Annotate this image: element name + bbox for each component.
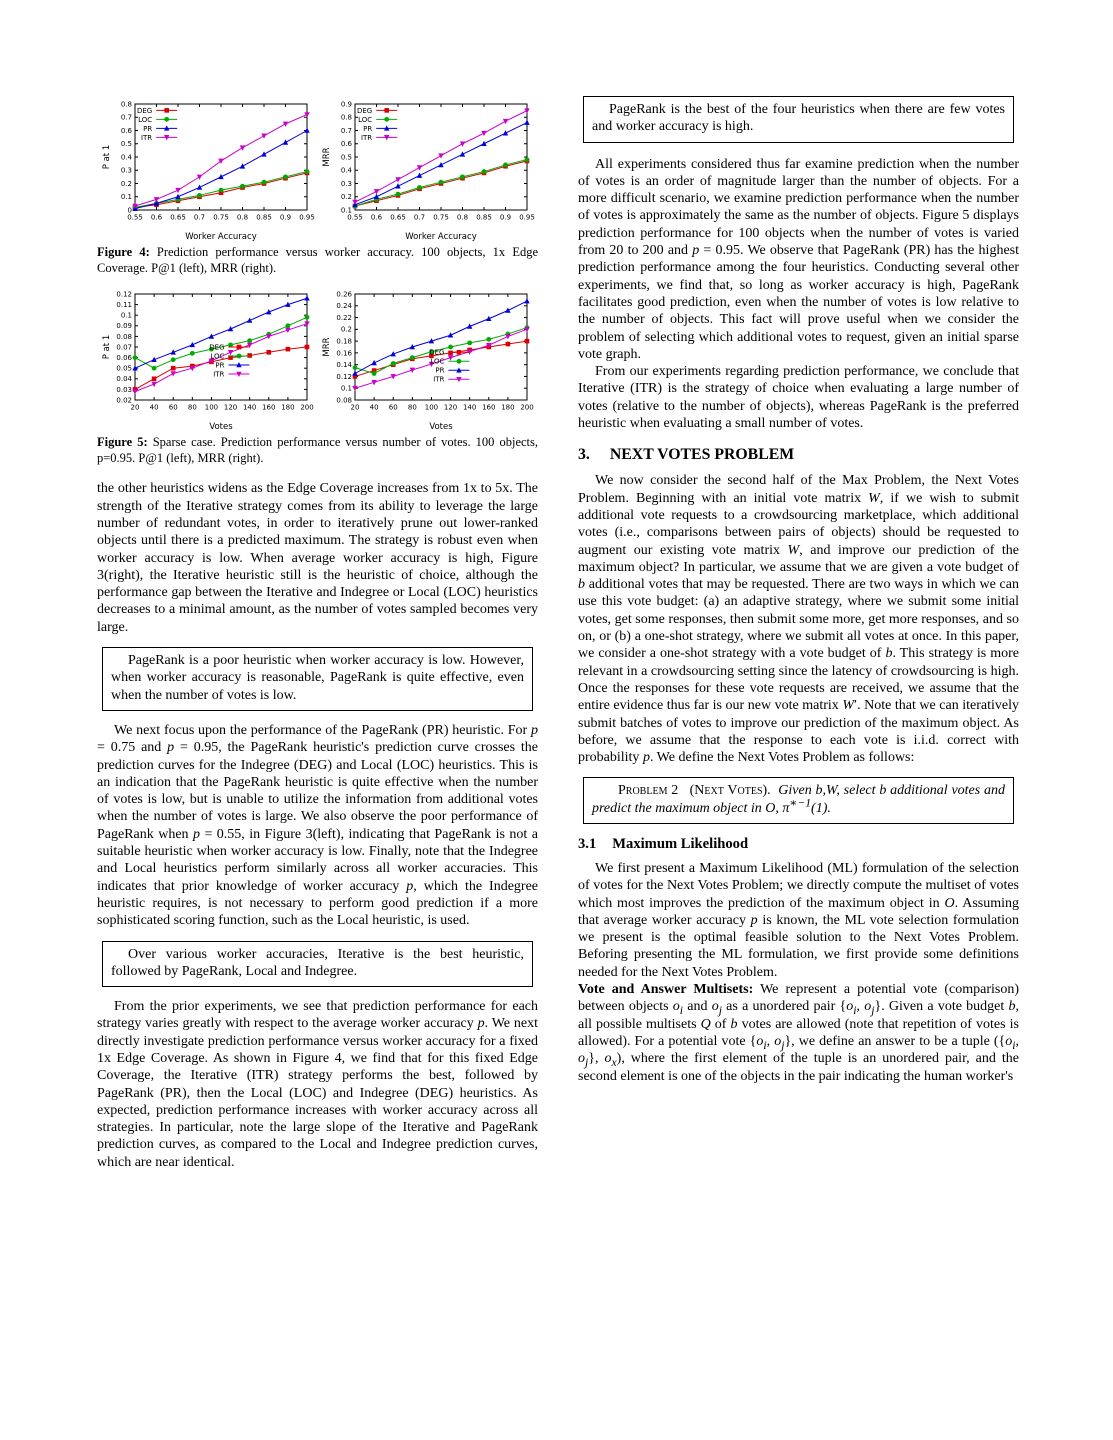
svg-text:120: 120 [223, 403, 237, 412]
svg-text:0.4: 0.4 [340, 166, 352, 175]
svg-text:0: 0 [127, 206, 132, 215]
svg-text:0.65: 0.65 [389, 213, 406, 222]
chart-fig4-mrr [321, 96, 535, 242]
chart-fig5-p1 [101, 286, 315, 432]
svg-text:0.6: 0.6 [370, 213, 382, 222]
section-3-heading [578, 446, 1019, 464]
svg-text:0.95: 0.95 [298, 213, 315, 222]
svg-text:180: 180 [500, 403, 515, 412]
svg-text:140: 140 [462, 403, 476, 412]
section-3-1-number: 3.1 [578, 835, 597, 852]
svg-text:0.1: 0.1 [340, 206, 352, 215]
svg-text:PR: PR [362, 124, 372, 133]
svg-text:0.12: 0.12 [115, 290, 132, 299]
svg-text:0.75: 0.75 [432, 213, 449, 222]
svg-text:0.2: 0.2 [340, 325, 352, 334]
svg-text:0.07: 0.07 [115, 343, 132, 352]
section-3-title: NEXT VOTES PROBLEM [609, 446, 795, 464]
svg-text:0.65: 0.65 [169, 213, 186, 222]
svg-text:180: 180 [280, 403, 295, 412]
svg-text:0.3: 0.3 [340, 179, 352, 188]
problem-2-text [592, 782, 1005, 817]
svg-text:0.7: 0.7 [120, 113, 132, 122]
para-ml-intro: We first present a Maximum Likelihood (ML) formulation of the selection of votes for the Next Votes Problem; we directly compute the multiset of votes which most improves the prediction of the maximum object in O. Assuming that average worker accuracy p is known, the ML vote selection formulation we present is the optimal feasible solution to the Next Votes Problem. Beforing presenting the ML formulation, we first provide some definitions needed for the Next Votes Problem. [578, 860, 1020, 980]
svg-text:40: 40 [149, 403, 159, 412]
callout-pagerank-poor [102, 647, 533, 711]
svg-text:0.7: 0.7 [193, 213, 205, 222]
svg-text:0.8: 0.8 [120, 100, 132, 109]
problem-2-body: Given b,W, select b additional votes and predict the maximum object in O, $\pi^{∗-1}(1)$. [592, 783, 1006, 816]
svg-text:MRR: MRR [321, 337, 332, 357]
svg-text:100: 100 [204, 403, 218, 412]
svg-text:LOC: LOC [429, 357, 444, 366]
para-all-experiments: All experiments considered thus far examine prediction when the number of votes is an order of magnitude larger than the number of objects. For a more difficult scenario, we examine prediction performance when the number of votes is approximately the same as the number of objects. Figure 5 displays prediction performance for 100 objects when the number of votes is varied from 20 to 200 and p = 0.95. We observe that PageRank (PR) has the highest prediction performance among the four heuristics. Conducting several other experiments, we find that, so long as worker accuracy is high, PageRank facilitates good prediction, even when the number of votes is low relative to the number of objects. This fact will prove useful when we consider the problem of selecting which additional votes to request, given an initial sparse vote graph. [578, 156, 1019, 362]
svg-text:0.5: 0.5 [340, 153, 352, 162]
figure-4-caption [97, 245, 538, 276]
svg-text:0.6: 0.6 [340, 140, 352, 149]
svg-text:0.11: 0.11 [115, 301, 132, 310]
svg-text:0.5: 0.5 [120, 140, 132, 149]
svg-text:0.24: 0.24 [335, 302, 352, 311]
svg-text:0.08: 0.08 [115, 332, 132, 341]
svg-text:0.9: 0.9 [340, 100, 352, 109]
svg-text:60: 60 [168, 403, 178, 412]
svg-text:ITR: ITR [140, 133, 152, 142]
callout-pagerank-poor-text: PageRank is a poor heuristic when worker accuracy is low. However, when worker accuracy is reasonable, PageRank is quite effective, even when the number of votes is low. [111, 653, 524, 703]
problem-2-name: (Next Votes). [689, 783, 771, 799]
svg-text:ITR: ITR [432, 375, 444, 384]
svg-text:0.02: 0.02 [115, 396, 132, 405]
svg-text:0.6: 0.6 [150, 213, 162, 222]
svg-text:40: 40 [369, 403, 379, 412]
vote-answer-multisets-label: Vote and Answer Multisets: [578, 982, 754, 998]
svg-text:0.95: 0.95 [518, 213, 535, 222]
svg-text:0.1: 0.1 [120, 193, 132, 202]
svg-text:0.16: 0.16 [335, 349, 352, 358]
figure-5-caption-text: Sparse case. Prediction performance versus number of votes. 100 objects, p=0.95. P@1 (left), MRR (right). [97, 435, 539, 465]
svg-text:DEG: DEG [208, 343, 224, 352]
figure-4-charts [97, 96, 538, 242]
left-column [97, 96, 538, 1171]
svg-text:ITR: ITR [212, 370, 224, 379]
right-column [578, 96, 1019, 1171]
section-3-1-heading [578, 836, 1019, 853]
svg-text:LOC: LOC [137, 115, 152, 124]
svg-text:0.2: 0.2 [340, 193, 352, 202]
svg-text:ITR: ITR [360, 133, 372, 142]
figure-5-charts [97, 286, 538, 432]
svg-text:P at 1: P at 1 [101, 334, 112, 360]
svg-text:80: 80 [187, 403, 197, 412]
svg-text:DEG: DEG [428, 348, 444, 357]
svg-text:DEG: DEG [356, 106, 372, 115]
para-pagerank-focus: We next focus upon the performance of the PageRank (PR) heuristic. For p = 0.75 and p = 0.95, the PageRank heuristic's prediction curve crosses the prediction curves for the Indegree (DEG) and Local (LOC) heuristics. This is an indication that the PageRank heuristic is quite effective when the number of votes is low, but is unable to utilize the information from additional votes when the number of votes is large. We also observe the poor performance of PageRank when p = 0.55, in Figure 3(left), indicating that PageRank is not a suitable heuristic when worker accuracy is low. Finally, note that the Indegree and Local heuristics perform similarly across all worker accuracies. This indicates that prior knowledge of worker accuracy p, which the Indegree heuristic requires, is not necessary to perform good prediction if a more sophisticated scoring function, such as the Local heuristic, is used. [97, 722, 538, 929]
callout-pagerank-best-text: PageRank is the best of the four heuristics when there are few votes and worker accuracy is high. [592, 102, 1005, 135]
figure-5-caption [97, 435, 538, 466]
svg-text:0.18: 0.18 [335, 337, 352, 346]
svg-text:80: 80 [407, 403, 417, 412]
para-conclusion: From our experiments regarding prediction performance, we conclude that Iterative (ITR) is the strategy of choice when evaluating a large number of votes (relative to the number of objects), whereas PageRank is the preferred heuristic when evaluating a small number of votes. [578, 364, 1019, 432]
svg-text:0.04: 0.04 [115, 375, 132, 384]
svg-text:Worker Accuracy: Worker Accuracy [184, 232, 257, 242]
chart-fig5-mrr [321, 286, 535, 432]
svg-text:P at 1: P at 1 [101, 144, 112, 170]
figure-4-caption-text: Prediction performance versus worker accuracy. 100 objects, 1x Edge Coverage. P@1 (left), MRR (right). [97, 245, 539, 275]
paper-page [97, 96, 1019, 1171]
svg-text:0.6: 0.6 [120, 126, 132, 135]
figure-5 [97, 286, 538, 466]
svg-text:0.9: 0.9 [279, 213, 291, 222]
svg-text:0.06: 0.06 [115, 354, 132, 363]
svg-text:0.08: 0.08 [335, 396, 352, 405]
svg-text:200: 200 [519, 403, 534, 412]
svg-text:0.09: 0.09 [115, 322, 132, 331]
svg-text:0.22: 0.22 [335, 314, 352, 323]
callout-pagerank-best [583, 96, 1014, 143]
svg-text:0.1: 0.1 [340, 384, 352, 393]
section-3-1-title: Maximum Likelihood [612, 835, 749, 852]
chart-fig4-p1 [101, 96, 315, 242]
svg-text:Votes: Votes [208, 422, 233, 433]
svg-text:0.3: 0.3 [120, 166, 132, 175]
svg-text:140: 140 [242, 403, 256, 412]
figure-4 [97, 96, 538, 276]
para-vote-answer-multisets [578, 981, 1019, 1085]
para-edge-coverage: the other heuristics widens as the Edge Coverage increases from 1x to 5x. The strength of the Iterative strategy comes from its ability to leverage the large number of redundant votes, in order to iteratively prune out lower-ranked objects until there is a predicted maximum. The strategy is robust even when worker accuracy is low. When average worker accuracy is high, Figure 3(right), the Iterative heuristic still is the heuristic of choice, although the performance gap between the Iterative and Indegree or Local (LOC) heuristics decreases to a minimal amount, as the number of votes sampled becomes very large. [97, 481, 538, 635]
problem-2-box [583, 777, 1014, 824]
svg-text:0.7: 0.7 [413, 213, 425, 222]
problem-2-label: Problem 2 [618, 783, 679, 799]
para-next-votes-intro: We now consider the second half of the Max Problem, the Next Votes Problem. Beginning with an initial vote matrix W, if we wish to submit additional vote requests to a crowdsourcing marketplace, which additional votes (i.e., comparisons between pairs of objects) should be requested to augment our existing vote matrix W, and improve our prediction of the maximum object? In particular, we assume that we are given a vote budget of b additional votes that may be requested. There are two ways in which we can use this vote budget: (a) an adaptive strategy, where we submit some initial votes, get some responses, then submit some more, get more responses, and so on, or (b) a one-shot strategy, where we submit all votes at once. In this paper, we consider a one-shot strategy with a vote budget of b. This strategy is more relevant in a crowdsourcing setting since the latency of crowdsourcing is high. Once the responses for these vote requests are received, we assume that the entire evidence thus far is our new vote matrix W′. Note that we can iteratively submit batches of votes to improve our prediction of the maximum object. As before, we assume that the response to each vote is i.i.d. correct with probability p. We define the Next Votes Problem as follows: [578, 473, 1019, 766]
svg-text:PR: PR [214, 361, 224, 370]
svg-text:0.2: 0.2 [120, 179, 132, 188]
svg-text:0.03: 0.03 [115, 385, 132, 394]
svg-text:0.55: 0.55 [346, 213, 363, 222]
vote-answer-multisets-text: We represent a potential vote (comparison) between objects $o_i$ and $o_j$ as a unordered pair {$o_i$, $o_j$}. Given a vote budget b, all possible multisets Q of b votes are allowed (note that repetition of votes is allowed). For a potential vote {$o_i$, $o_j$}, we define an answer to be a tuple ({$o_i$, $o_j$}, $o_x$), where the first element of the tuple is an unordered pair, and the second element is one of the objects in the pair indicating the human worker's [578, 982, 1020, 1084]
para-prior-experiments: From the prior experiments, we see that prediction performance for each strategy varies greatly with respect to the average worker accuracy p. We next directly investigate prediction performance versus worker accuracy for a fixed 1x Edge Coverage. As shown in Figure 4, we find that for this fixed Edge Coverage, the Iterative (ITR) strategy performs the best, followed by PageRank (PR), then the Local (LOC) and Indegree (DEG) heuristics. As expected, prediction performance increases with worker accuracy across all strategies. In particular, note the large slope of the Iterative and PageRank prediction curves, as compared to the Local and Indegree prediction curves, which are near identical. [97, 999, 538, 1170]
svg-text:0.4: 0.4 [120, 153, 132, 162]
svg-text:PR: PR [434, 366, 444, 375]
svg-text:LOC: LOC [357, 115, 372, 124]
svg-text:LOC: LOC [209, 352, 224, 361]
svg-text:60: 60 [388, 403, 398, 412]
svg-text:PR: PR [142, 124, 152, 133]
svg-text:0.26: 0.26 [335, 290, 352, 299]
svg-text:100: 100 [424, 403, 438, 412]
svg-text:120: 120 [443, 403, 457, 412]
svg-text:0.55: 0.55 [126, 213, 143, 222]
svg-text:MRR: MRR [321, 147, 332, 167]
figure-5-caption-label: Figure 5: [97, 435, 148, 450]
svg-text:160: 160 [481, 403, 495, 412]
svg-text:20: 20 [130, 403, 139, 412]
svg-text:0.1: 0.1 [120, 311, 132, 320]
svg-text:0.12: 0.12 [335, 373, 352, 382]
svg-text:Votes: Votes [428, 422, 453, 433]
callout-iterative-best [102, 941, 533, 988]
svg-text:0.8: 0.8 [236, 213, 248, 222]
svg-text:0.8: 0.8 [456, 213, 468, 222]
svg-text:0.14: 0.14 [335, 361, 352, 370]
figure-4-caption-label: Figure 4: [97, 245, 150, 259]
svg-text:0.05: 0.05 [115, 364, 132, 373]
svg-text:DEG: DEG [136, 106, 152, 115]
svg-text:Worker Accuracy: Worker Accuracy [404, 232, 477, 242]
svg-text:0.8: 0.8 [340, 113, 352, 122]
svg-text:0.9: 0.9 [499, 213, 511, 222]
svg-text:0.75: 0.75 [212, 213, 229, 222]
section-3-number: 3. [578, 446, 590, 464]
svg-text:200: 200 [299, 403, 314, 412]
svg-text:0.7: 0.7 [340, 126, 352, 135]
callout-iterative-best-text: Over various worker accuracies, Iterative is the best heuristic, followed by PageRank, Local and Indegree. [111, 946, 524, 979]
svg-text:20: 20 [350, 403, 359, 412]
svg-text:0.85: 0.85 [255, 213, 272, 222]
svg-text:0.85: 0.85 [475, 213, 492, 222]
svg-text:160: 160 [261, 403, 275, 412]
